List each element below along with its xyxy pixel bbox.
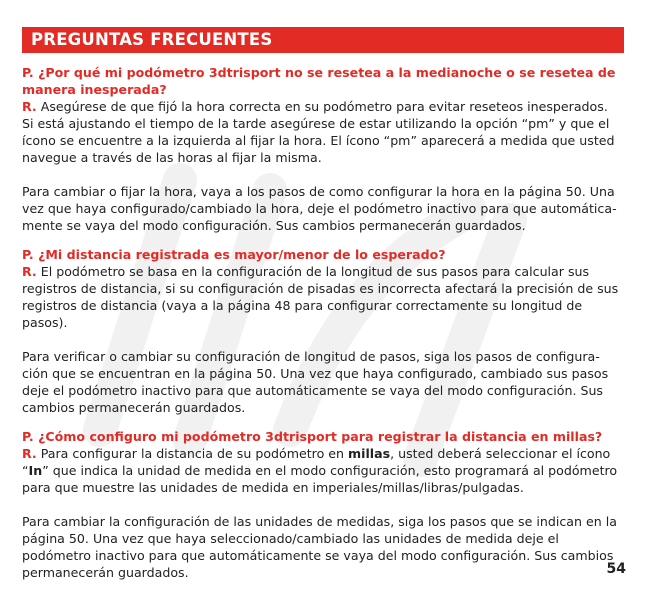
answer-line: pasos).: [22, 315, 68, 330]
answer-line: registros de distancia, si su configuración de pisadas es incorrecta afectará la precisión de sus: [22, 281, 619, 296]
followup-line: Para cambiar la configuración de las unidades de medidas, siga los pasos que se indican en la: [22, 514, 617, 529]
faq-answer: [22, 98, 626, 166]
answer-line: para que muestre las unidades de medida en imperiales/millas/libras/pulgadas.: [22, 480, 524, 495]
faq-content: [22, 64, 626, 581]
answer-line: Asegúrese de que fijó la hora correcta en su podómetro para evitar reseteos inesperados.: [40, 99, 608, 114]
faq-item-3: [22, 428, 626, 581]
followup-line: cambios permanecerán guardados.: [22, 400, 246, 415]
question-text: ¿Cómo configuro mi podómetro 3dtrisport para registrar la distancia en millas?: [38, 429, 603, 444]
followup-line: vez que haya configurado/cambiado la hora, deje el podómetro inactivo para que automática-: [22, 201, 617, 216]
followup-line: página 50. Una vez que haya seleccionado/cambiado las unidades de medida deje el: [22, 531, 559, 546]
faq-followup: [22, 513, 626, 581]
page-title: PREGUNTAS FRECUENTES: [31, 30, 273, 49]
followup-line: ción que se encuentran en la página 50. Una vez que haya configurado, cambiado sus pasos: [22, 366, 609, 381]
followup-line: permanecerán guardados.: [22, 565, 189, 580]
answer-line: “: [22, 463, 29, 478]
followup-line: podómetro inactivo para que automáticamente se vaya del modo configuración. Sus cambios: [22, 548, 614, 563]
answer-prefix: R.: [22, 446, 37, 461]
question-prefix: P.: [22, 65, 34, 80]
answer-line: navegue a través de las horas al fijar la misma.: [22, 150, 322, 165]
section-header-bar: [22, 27, 624, 53]
answer-line: ” que indica la unidad de medida en el modo configuración, esto programará al podómetro: [42, 463, 618, 478]
answer-line: Si está ajustando el tiempo de la tarde asegúrese de estar utilizando la opción “pm” y que el: [22, 116, 610, 131]
answer-prefix: R.: [22, 99, 37, 114]
answer-line: El podómetro se basa en la configuración de la longitud de sus pasos para calcular sus: [40, 264, 590, 279]
faq-question: [22, 246, 626, 263]
faq-item-2: [22, 246, 626, 416]
answer-bold-term: In: [28, 463, 43, 478]
question-text: ¿Por qué mi podómetro 3dtrisport no se resetea a la medianoche o se resetea de manera inesperada?: [22, 65, 616, 97]
page-number: 54: [606, 561, 626, 577]
answer-line: ícono se encuentre a la izquierda al fijar la hora. El ícono “pm” aparecerá a medida que usted: [22, 133, 615, 148]
faq-question: [22, 64, 626, 98]
answer-prefix: R.: [22, 264, 37, 279]
faq-answer: [22, 445, 626, 496]
answer-line: registros de distancia (vaya a la página 48 para configurar correctamente su longitud de: [22, 298, 583, 313]
faq-followup: [22, 183, 626, 234]
faq-item-1: [22, 64, 626, 234]
followup-line: Para cambiar o fijar la hora, vaya a los pasos de como configurar la hora en la página 50. Una: [22, 184, 615, 199]
question-text: ¿Mi distancia registrada es mayor/menor de lo esperado?: [38, 247, 446, 262]
faq-followup: [22, 348, 626, 416]
faq-question: [22, 428, 626, 445]
answer-line: Para configurar la distancia de su podómetro en: [40, 446, 349, 461]
question-prefix: P.: [22, 247, 34, 262]
answer-bold-term: millas: [348, 446, 391, 461]
followup-line: Para verificar o cambiar su configuración de longitud de pasos, siga los pasos de configura-: [22, 349, 600, 364]
question-prefix: P.: [22, 429, 34, 444]
faq-answer: [22, 263, 626, 331]
followup-line: mente se vaya del modo configuración. Sus cambios permanecerán guardados.: [22, 218, 526, 233]
followup-line: deje el podómetro inactivo para que automáticamente se vaya del modo configuración. Sus: [22, 383, 603, 398]
answer-line: , usted deberá seleccionar el ícono: [390, 446, 611, 461]
